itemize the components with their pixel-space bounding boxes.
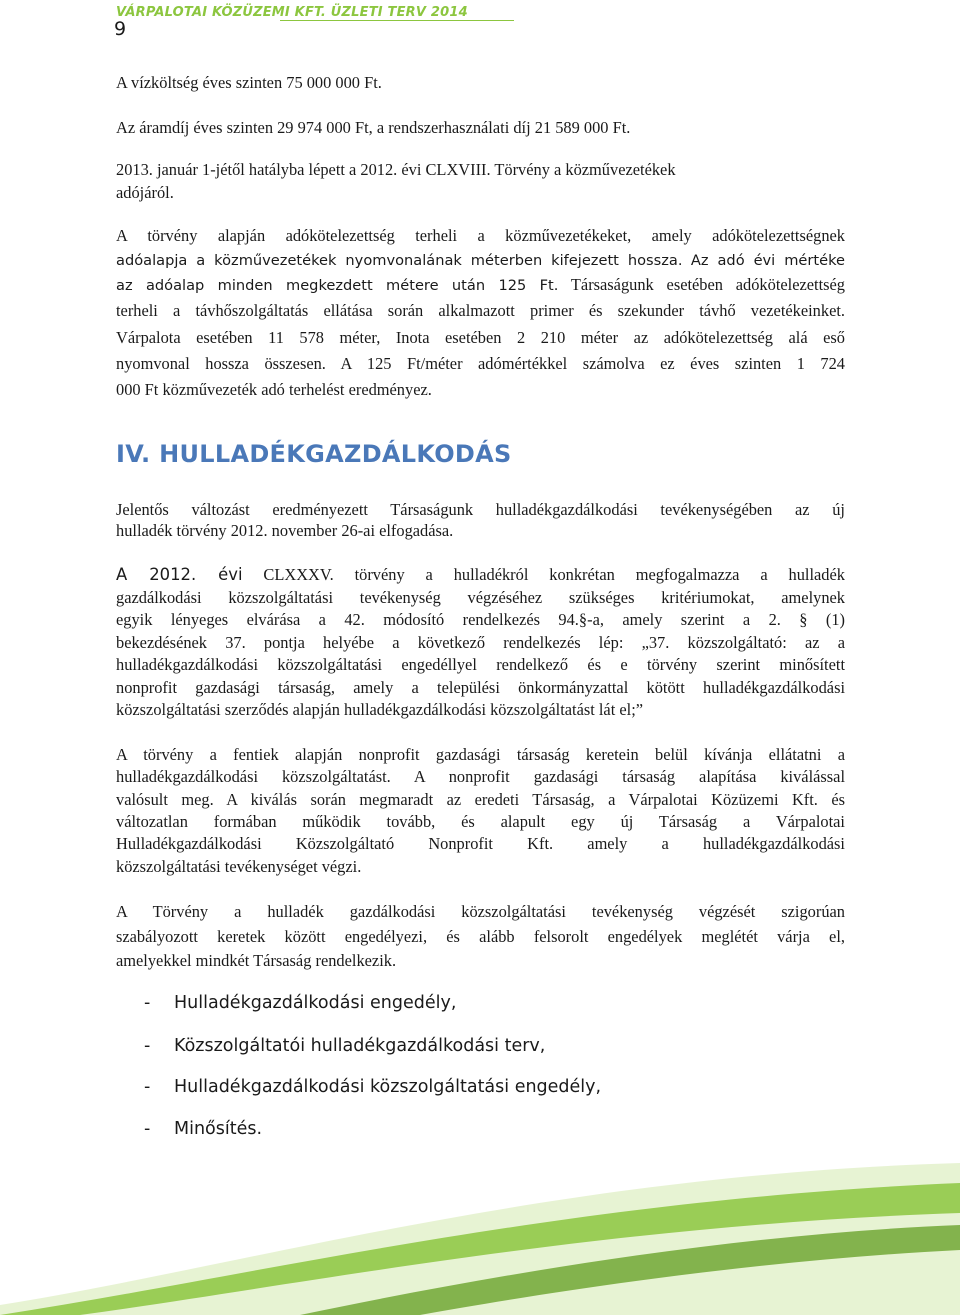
line-segment: az adóalap minden megkezdett métere után 125 Ft. [116, 277, 559, 294]
paragraph-line: Hulladékgazdálkodási Közszolgáltató Nonprofit Kft. amely a hulladékgazdálkodási [116, 834, 845, 853]
bullet-marker: - [144, 1077, 151, 1097]
paragraph-line: amelyekkel mindkét Társaság rendelkezik. [116, 951, 397, 970]
line-segment: Társaságunk esetében adókötelezettség [570, 275, 845, 294]
paragraph-line [116, 250, 845, 271]
footer-swoosh-decoration [0, 1155, 960, 1315]
paragraph-line: hulladékgazdálkodási közszolgáltatást. A nonprofit gazdasági társaság alapítása kiválással [116, 767, 845, 786]
paragraph-line: Várpalota esetében 11 578 méter, Inota esetében 2 210 méter az adókötelezettség alá eső [116, 328, 845, 347]
paragraph-line: hulladék törvény 2012. november 26-ai elfogadása. [116, 521, 454, 540]
list-item-text: Hulladékgazdálkodási közszolgáltatási engedély, [174, 1077, 602, 1097]
list-item-text: Minősítés. [174, 1119, 263, 1139]
bullet-marker: - [144, 1036, 151, 1056]
header-title: VÁRPALOTAI KÖZÜZEMI KFT. ÜZLETI TERV 2014 [116, 5, 468, 20]
line-segment: Az adó évi mértéke [690, 252, 845, 269]
paragraph-line: terheli a távhőszolgáltatás ellátása során alkalmazott primer és szekunder távhő vezetékeinket. [116, 301, 845, 320]
paragraph-line: Jelentős változást eredményezett Társaságunk hulladékgazdálkodási tevékenységében az új [116, 500, 845, 519]
paragraph-line: A Törvény a hulladék gazdálkodási közszolgáltatási tevékenység végzését szigorúan [116, 902, 845, 921]
paragraph-line: A törvény alapján adókötelezettség terheli a közművezetékeket, amely adókötelezettségnek [116, 226, 845, 245]
paragraph-line: bekezdésének 37. pontja helyébe a következő rendelkezés lép: „37. közszolgáltató: az a [116, 633, 845, 652]
paragraph-line: 2013. január 1-jétől hatályba lépett a 2012. évi CLXVIII. Törvény a közművezetékek [116, 160, 676, 179]
paragraph-line: Az áramdíj éves szinten 29 974 000 Ft, a rendszerhasználati díj 21 589 000 Ft. [116, 118, 631, 137]
paragraph-line: gazdálkodási közszolgáltatási tevékenység végzéséhez szükséges kritériumokat, amelynek [116, 588, 845, 607]
paragraph-line: A vízköltség éves szinten 75 000 000 Ft. [116, 73, 382, 92]
list-item [144, 1118, 262, 1140]
paragraph-line: közszolgáltatási tevékenységet végzi. [116, 857, 362, 876]
list-item [144, 1076, 601, 1098]
paragraph-line: hulladékgazdálkodási közszolgáltatási engedéllyel rendelkező és e törvény szerint minősített [116, 655, 845, 674]
page-number: 9 [114, 18, 127, 40]
paragraph-line: nonprofit gazdasági társaság, amely a települési önkormányzattal kötött hulladékgazdálkodási [116, 678, 845, 697]
list-item-text: Közszolgáltatói hulladékgazdálkodási terv, [174, 1036, 546, 1056]
paragraph-line: nyomvonal hossza összesen. A 125 Ft/méter adómértékkel számolva ez éves szinten 1 724 [116, 354, 845, 373]
paragraph-line: 000 Ft közművezeték adó terhelést eredményez. [116, 380, 432, 399]
paragraph-line: változatlan formában működik tovább, és alapult egy új Társaság a Várpalotai [116, 812, 845, 831]
paragraph-line: adójáról. [116, 183, 174, 202]
paragraph-line: közszolgáltatási szerződés alapján hulladékgazdálkodási közszolgáltatást lát el;” [116, 700, 644, 719]
paragraph-line: A törvény a fentiek alapján nonprofit gazdasági társaság keretein belül kívánja ellátatni a [116, 745, 845, 764]
paragraph-line [116, 275, 845, 296]
line-segment: adóalapja a közművezetékek nyomvonalának méterben kifejezett hossza. [116, 252, 683, 269]
paragraph-line [116, 565, 845, 585]
list-item [144, 992, 456, 1014]
paragraph-line: szabályozott keretek között engedélyezi, és alább felsorolt engedélyek meglétét várja el, [116, 927, 845, 946]
bullet-marker: - [144, 993, 151, 1013]
list-item [144, 1035, 545, 1057]
line-segment: A 2012. évi [116, 565, 243, 584]
header-rule [280, 20, 514, 21]
list-item-text: Hulladékgazdálkodási engedély, [174, 993, 457, 1013]
section-title: IV. HULLADÉKGAZDÁLKODÁS [116, 440, 512, 468]
paragraph-line: valósult meg. A kiválás során megmaradt az eredeti Társaság, a Várpalotai Közüzemi Kft. és [116, 790, 845, 809]
line-segment: CLXXXV. törvény a hulladékról konkrétan megfogalmazza a hulladék [263, 565, 845, 584]
paragraph-line: egyik lényeges elvárása a 42. módosító rendelkezés 94.§-a, amely szerint a 2. § (1) [116, 610, 845, 629]
bullet-marker: - [144, 1119, 151, 1139]
